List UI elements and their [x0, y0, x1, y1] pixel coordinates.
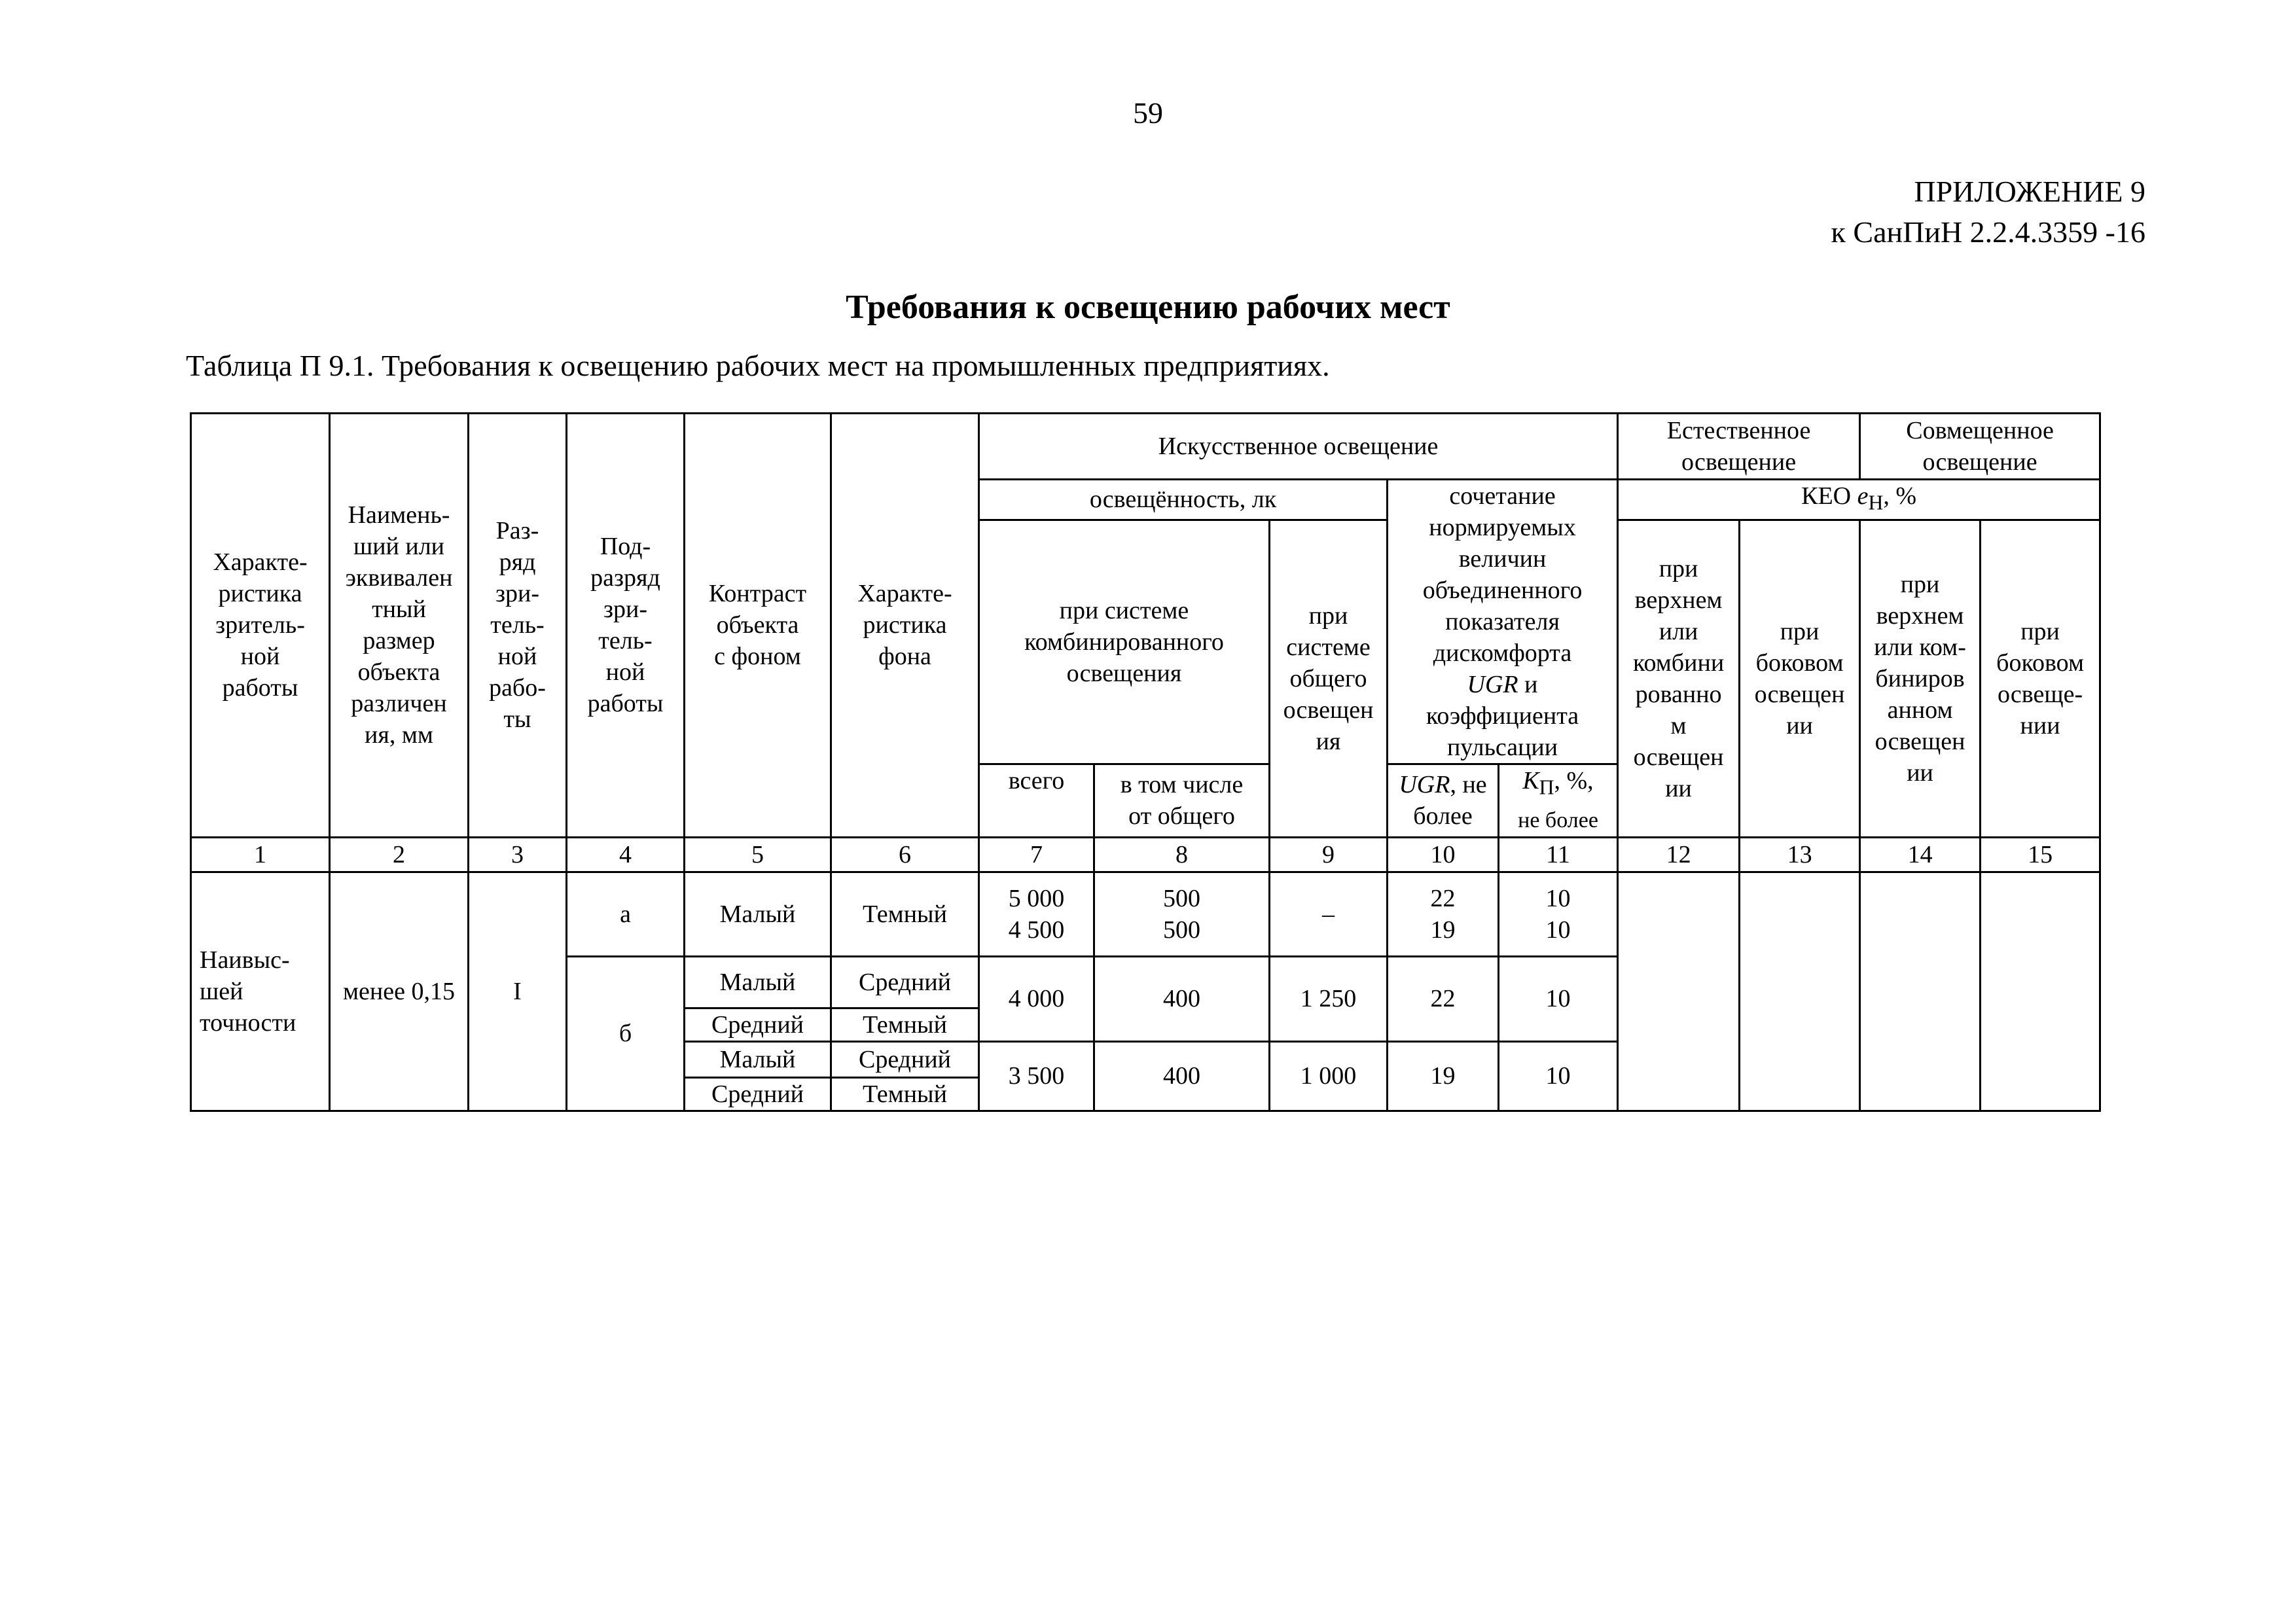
appendix-line-2: к СанПиН 2.2.4.3359 -16 — [1831, 215, 2145, 249]
column-numbers-row — [191, 837, 2100, 872]
cell-total: 5 000 4 500 — [979, 872, 1094, 956]
appendix-reference — [1831, 171, 2145, 253]
cell-contrast: Малый — [685, 1041, 831, 1077]
cell-contrast: Средний — [685, 1077, 831, 1111]
page-number: 59 — [1133, 96, 1163, 130]
header-combined-lighting: Совмещенное освещение — [1860, 414, 2100, 480]
header-natural-side: при боковом освещен ии — [1740, 520, 1860, 837]
cell-background: Темный — [831, 872, 979, 956]
column-number: 5 — [685, 837, 831, 872]
column-number: 7 — [979, 837, 1094, 872]
cell-total: 4 000 — [979, 956, 1094, 1041]
cell-characteristic: Наивыс- шей точности — [191, 872, 330, 1111]
cell-ugr: 22 — [1388, 956, 1499, 1041]
column-number: 6 — [831, 837, 979, 872]
cell-subcategory-a: а — [567, 872, 685, 956]
cell-background: Темный — [831, 1077, 979, 1111]
column-number: 1 — [191, 837, 330, 872]
header-total: всего — [979, 764, 1094, 838]
cell-kp: 10 — [1499, 956, 1618, 1041]
header-natural-top: при верхнем или комбини рованно м освещен ии — [1618, 520, 1740, 837]
cell-subcategory-b: б — [567, 956, 685, 1111]
appendix-line-1: ПРИЛОЖЕНИЕ 9 — [1914, 175, 2145, 208]
cell-general: 1 000 — [1270, 1041, 1388, 1111]
header-subcategory: Под- разряд зри- тель- ной работы — [567, 414, 685, 838]
column-number: 8 — [1094, 837, 1270, 872]
cell-of-general: 400 — [1094, 1041, 1270, 1111]
cell-background: Темный — [831, 1008, 979, 1041]
header-combined-side: при боковом освеще- нии — [1981, 520, 2100, 837]
header-artificial-lighting: Искусственное освещение — [979, 414, 1618, 480]
cell-kp: 10 — [1499, 1041, 1618, 1111]
column-number: 2 — [330, 837, 469, 872]
cell-background: Средний — [831, 1041, 979, 1077]
cell-category: I — [469, 872, 567, 1111]
cell-of-general: 500 500 — [1094, 872, 1270, 956]
lighting-requirements-table — [190, 412, 2101, 1112]
cell-contrast: Малый — [685, 872, 831, 956]
table-caption: Таблица П 9.1. Требования к освещению рабочих мест на промышленных предприятиях. — [186, 349, 1330, 382]
header-of-general: в том числе от общего — [1094, 764, 1270, 838]
column-number: 15 — [1981, 837, 2100, 872]
cell-of-general: 400 — [1094, 956, 1270, 1041]
header-ugr-pulsation: сочетание нормируемых величин объединенного показателя дискомфорта UGR и коэффициента пульсации — [1388, 480, 1618, 764]
cell-min-size: менее 0,15 — [330, 872, 469, 1111]
cell-contrast: Средний — [685, 1008, 831, 1041]
cell-total: 3 500 — [979, 1041, 1094, 1111]
column-number: 14 — [1860, 837, 1981, 872]
column-number: 4 — [567, 837, 685, 872]
cell-ugr: 22 19 — [1388, 872, 1499, 956]
cell-combined-top — [1860, 872, 1981, 1111]
header-natural-lighting: Естественное освещение — [1618, 414, 1860, 480]
cell-background: Средний — [831, 956, 979, 1008]
header-combined-top: при верхнем или ком- биниров анном освещен ии — [1860, 520, 1981, 837]
column-number: 13 — [1740, 837, 1860, 872]
header-general-system: при системе общего освещен ия — [1270, 520, 1388, 837]
column-number: 12 — [1618, 837, 1740, 872]
cell-ugr: 19 — [1388, 1041, 1499, 1111]
table-row — [191, 872, 2100, 956]
cell-natural-side — [1740, 872, 1860, 1111]
header-min-size: Наимень- ший или эквивален тный размер объекта различен ия, мм — [330, 414, 469, 838]
column-number: 11 — [1499, 837, 1618, 872]
header-illuminance: освещённость, лк — [979, 480, 1388, 520]
column-number: 9 — [1270, 837, 1388, 872]
header-ugr: UGR, не более — [1388, 764, 1499, 838]
column-number: 10 — [1388, 837, 1499, 872]
document-title: Требования к освещению рабочих мест — [846, 289, 1450, 326]
header-characteristic: Характе- ристика зритель- ной работы — [191, 414, 330, 838]
header-category: Раз- ряд зри- тель- ной рабо- ты — [469, 414, 567, 838]
cell-general: – — [1270, 872, 1388, 956]
header-combined-system: при системе комбинированного освещения — [979, 520, 1270, 764]
cell-combined-side — [1981, 872, 2100, 1111]
header-kp: $К_П$, %, не более — [1499, 764, 1618, 838]
header-contrast: Контраст объекта с фоном — [685, 414, 831, 838]
cell-contrast: Малый — [685, 956, 831, 1008]
cell-kp: 10 10 — [1499, 872, 1618, 956]
header-background: Характе- ристика фона — [831, 414, 979, 838]
column-number: 3 — [469, 837, 567, 872]
cell-general: 1 250 — [1270, 956, 1388, 1041]
header-keo: КЕО $e_Н$, % — [1618, 480, 2100, 520]
cell-natural-top — [1618, 872, 1740, 1111]
